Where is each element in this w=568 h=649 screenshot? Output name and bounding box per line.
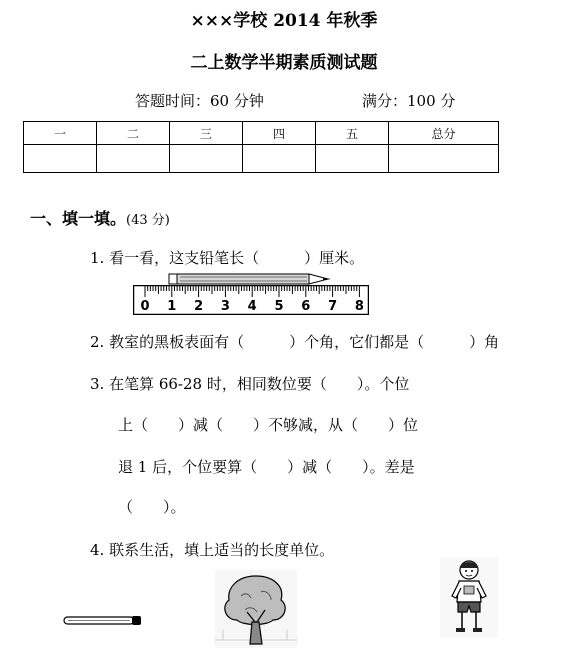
score-table <box>23 121 499 173</box>
time-label: 答题时间：60 分钟 <box>135 92 264 110</box>
question-1: 1. 看一看，这支铅笔长（ ）厘米。 <box>90 249 365 267</box>
question-3-line-2: 上（ ）减（ ）不够减，从（ ）位 <box>118 416 419 434</box>
score-cell-5[interactable] <box>316 145 389 173</box>
ruler-label-3: 3 <box>220 299 230 314</box>
ruler-label-6: 6 <box>301 299 311 314</box>
score-cell-1[interactable] <box>24 145 97 173</box>
score-header-5: 五 <box>316 122 389 145</box>
score-header-1: 一 <box>24 122 97 145</box>
question-3-line-3: 退 1 后，个位要算（ ）减（ ）。差是 <box>118 458 415 476</box>
score-cell-2[interactable] <box>97 145 170 173</box>
question-4: 4. 联系生活，填上适当的长度单位。 <box>90 541 335 559</box>
score-table-header-row <box>24 122 499 145</box>
exam-subtitle: 二上数学半期素质测试题 <box>190 53 378 73</box>
section-1-heading <box>30 206 170 229</box>
score-cell-4[interactable] <box>243 145 316 173</box>
ruler-icon <box>133 285 369 315</box>
score-header-3: 三 <box>170 122 243 145</box>
pencil-icon <box>168 272 334 286</box>
question-2: 2. 教室的黑板表面有（ ）个角，它们都是（ ）角 <box>90 333 500 351</box>
score-header-2: 二 <box>97 122 170 145</box>
ruler-label-5: 5 <box>274 299 284 314</box>
ruler-label-7: 7 <box>328 299 338 314</box>
ruler-label-1: 1 <box>167 299 177 314</box>
ruler-label-2: 2 <box>194 299 204 314</box>
score-label: 满分：100 分 <box>362 92 456 110</box>
question-3-line-1: 3. 在笔算 66-28 时，相同数位要（ ）。个位 <box>90 375 410 393</box>
score-cell-total[interactable] <box>389 145 499 173</box>
exam-title: ×××学校 2014 年秋季 <box>190 11 378 31</box>
section-1-title: 一、填一填。 <box>30 209 127 228</box>
score-cell-3[interactable] <box>170 145 243 173</box>
stick-icon <box>62 614 144 628</box>
question-3-line-4: （ ）。 <box>118 498 186 516</box>
section-1-points: (43 分) <box>126 213 170 228</box>
ruler-label-0: 0 <box>140 299 150 314</box>
score-header-4: 四 <box>243 122 316 145</box>
ruler-label-4: 4 <box>247 299 257 314</box>
score-header-total: 总分 <box>389 122 499 145</box>
child-icon <box>440 558 498 638</box>
ruler-label-8: 8 <box>354 299 364 314</box>
tree-icon <box>215 570 297 648</box>
score-table-blank-row <box>24 145 499 173</box>
